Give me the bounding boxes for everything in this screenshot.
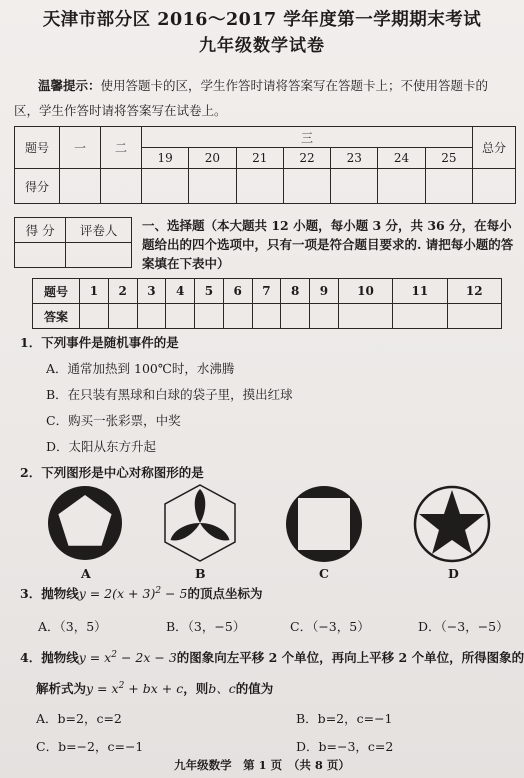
answer-cell[interactable] <box>393 304 447 329</box>
q4-bc-symbols: b、c <box>208 681 236 696</box>
score-cell[interactable] <box>60 169 101 204</box>
score-sub-20: 20 <box>189 148 236 169</box>
q4-stem-mid: 的图象向左平移 2 个单位，再向上平移 2 个单位，所得图象的 <box>176 650 524 665</box>
score-row-label: 得分 <box>15 169 60 204</box>
grader-score-label: 得 分 <box>15 218 66 243</box>
answer-cell[interactable] <box>80 304 109 329</box>
score-cell[interactable] <box>378 169 425 204</box>
q2-stem: 2．下列图形是中心对称图形的是 <box>20 465 204 480</box>
q3-stem <box>20 584 262 602</box>
q4-option-c: C．b=−2，c=−1 <box>36 739 144 754</box>
q3-stem-post: 的顶点坐标为 <box>187 586 263 601</box>
figure-c-label: C <box>319 566 329 581</box>
notice-label: 温馨提示： <box>38 78 101 93</box>
answer-number: 1 <box>80 279 109 304</box>
answer-row-label: 答案 <box>33 304 80 329</box>
answer-cell[interactable] <box>447 304 501 329</box>
answer-row-tihao: 题号 <box>33 279 80 304</box>
q4-option-a: A．b=2，c=2 <box>36 711 122 726</box>
answer-number: 2 <box>108 279 137 304</box>
score-col-total: 总分 <box>473 127 516 169</box>
figure-d-star-in-circle <box>412 484 492 564</box>
answer-cell[interactable] <box>108 304 137 329</box>
q4-stem-pre: 4．抛物线 <box>20 650 79 665</box>
score-cell[interactable] <box>473 169 516 204</box>
answer-number: 8 <box>281 279 310 304</box>
q4-stem <box>20 648 524 666</box>
score-sub-24: 24 <box>378 148 425 169</box>
q3-option-a: A．（3，5） <box>38 619 107 634</box>
answer-cell[interactable] <box>195 304 224 329</box>
figure-a-pentagon-in-circle <box>46 484 124 562</box>
score-sub-22: 22 <box>283 148 330 169</box>
score-sub-19: 19 <box>142 148 189 169</box>
score-cell[interactable] <box>189 169 236 204</box>
score-cell[interactable] <box>101 169 142 204</box>
figure-a-label: A <box>81 566 91 581</box>
answer-cell[interactable] <box>137 304 166 329</box>
q1-option-c: C．购买一张彩票，中奖 <box>46 413 181 428</box>
notice <box>14 73 510 123</box>
answer-number: 5 <box>195 279 224 304</box>
q4-option-b: B．b=2，c=−1 <box>296 711 393 726</box>
section-one-instructions: 一、选择题（本大题共 12 小题，每小题 3 分，共 36 分，在每小题给出的四个选项中，只有一项是符合题目要求的. 请把每小题的答案填在下表中） <box>142 218 514 271</box>
answer-cell[interactable] <box>338 304 392 329</box>
score-cell[interactable] <box>331 169 378 204</box>
q1-option-a: A．通常加热到 100℃时，水沸腾 <box>46 361 235 376</box>
figure-c-square-in-circle <box>284 484 364 564</box>
score-cell[interactable] <box>425 169 472 204</box>
answer-cell[interactable] <box>310 304 339 329</box>
q4-formula-1: $y = x^2 - 2x - 3$ <box>78 649 177 665</box>
answer-cell[interactable] <box>166 304 195 329</box>
q4-stem-line2 <box>36 679 273 697</box>
answer-number: 6 <box>223 279 252 304</box>
answer-cell[interactable] <box>281 304 310 329</box>
answer-cell[interactable] <box>252 304 281 329</box>
grader-score-cell[interactable] <box>15 243 66 268</box>
q3-option-d: D．（−3，−5） <box>418 619 509 634</box>
page-footer: 九年级数学 第 1 页 （共 8 页） <box>174 758 350 772</box>
q4-line2-post: 的值为 <box>235 681 274 696</box>
answer-number: 7 <box>252 279 281 304</box>
exam-title: 天津市部分区 2016～2017 学年度第一学期期末考试 <box>42 10 482 30</box>
score-col-tihao: 题号 <box>15 127 60 169</box>
score-col-two: 二 <box>101 127 142 169</box>
q1-option-b: B．在只装有黑球和白球的袋子里，摸出红球 <box>46 387 293 402</box>
q4-line2-mid: ，则 <box>183 681 209 696</box>
q3-option-b: B．（3，−5） <box>166 619 246 634</box>
q4-option-d: D．b=−3，c=2 <box>296 739 394 754</box>
score-col-one: 一 <box>60 127 101 169</box>
figure-b-hexagon-with-petals <box>162 483 238 563</box>
q4-line2-pre: 解析式为 <box>36 681 87 696</box>
score-col-three: 三 <box>142 127 473 148</box>
score-cell[interactable] <box>142 169 189 204</box>
answer-number: 12 <box>447 279 501 304</box>
answer-number: 9 <box>310 279 339 304</box>
q3-option-c: C．（−3，5） <box>290 619 370 634</box>
score-sub-21: 21 <box>236 148 283 169</box>
grader-name-cell[interactable] <box>66 243 132 268</box>
answer-table <box>32 278 502 329</box>
answer-number: 3 <box>137 279 166 304</box>
score-cell[interactable] <box>283 169 330 204</box>
score-table <box>14 126 516 204</box>
q1-stem: 1．下列事件是随机事件的是 <box>20 335 179 350</box>
q3-stem-pre: 3．抛物线 <box>20 586 79 601</box>
grader-table <box>14 217 132 268</box>
answer-number: 4 <box>166 279 195 304</box>
score-sub-23: 23 <box>331 148 378 169</box>
answer-number: 11 <box>393 279 447 304</box>
answer-number: 10 <box>338 279 392 304</box>
answer-cell[interactable] <box>223 304 252 329</box>
notice-text: 使用答题卡的区，学生作答时请将答案写在答题卡上；不使用答题卡的区，学生作答时请将答案写在试卷上。 <box>14 78 489 118</box>
exam-subtitle: 九年级数学试卷 <box>199 36 325 56</box>
score-cell[interactable] <box>236 169 283 204</box>
q4-formula-2: $y = x^2$ + bx + c <box>86 680 184 696</box>
q1-option-d: D．太阳从东方升起 <box>46 439 157 454</box>
grader-name-label: 评卷人 <box>66 218 132 243</box>
figure-b-label: B <box>195 566 206 581</box>
q3-formula: $y = 2(x + 3)^2 - 5$ <box>78 585 188 601</box>
figure-d-label: D <box>448 566 459 581</box>
score-sub-25: 25 <box>425 148 472 169</box>
